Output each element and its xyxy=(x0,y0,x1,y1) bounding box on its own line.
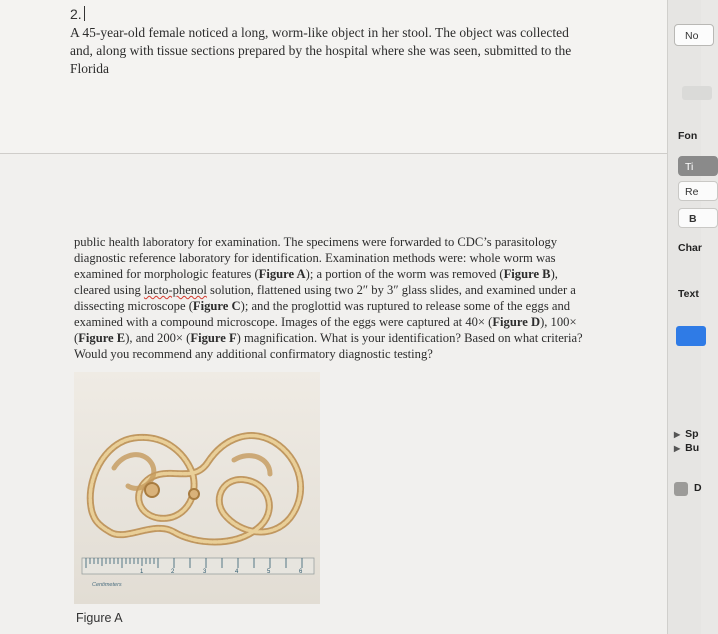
ruler-number: 6 xyxy=(299,569,303,575)
sidebar-tab[interactable]: No xyxy=(674,24,714,46)
question-number[interactable]: 2. xyxy=(70,6,85,22)
bullets-section[interactable]: ▶ Bu xyxy=(674,442,700,454)
figure-caption: Figure A xyxy=(76,611,123,625)
text-color-swatch[interactable] xyxy=(676,326,706,346)
figure-a-image xyxy=(74,372,320,604)
disclosure-triangle-icon: ▶ xyxy=(674,430,681,439)
text-cursor xyxy=(84,6,85,21)
question-intro[interactable]: A 45-year-old female noticed a long, worm-like object in her stool. The object was collected and, along with tissue sections prepared by the hospital where she was seen, submitted to the Florida xyxy=(70,25,572,76)
format-sidebar xyxy=(667,0,701,634)
font-weight-button[interactable]: Re xyxy=(678,181,718,201)
checkbox[interactable] xyxy=(674,482,688,496)
font-style-button[interactable]: Ti xyxy=(678,156,718,176)
figure-e-ref: Figure E xyxy=(78,331,126,345)
question-body[interactable]: public health laboratory for examination. The specimens were forwarded to CDC’s parasitology diagnostic reference laboratory for identification. Examination methods were: whole worm was examined for morphologic features (Figure A); a portion of the worm was removed (Figure B), cleared using lacto-phenol solution, flattened using two 2″ by 3″ glass slides, and examined under a dissecting microscope (Figure C); and the proglottid was ruptured to release some of the eggs and examined with a compound microscope. Images of the eggs were captured at 40× (Figure D), 100× (Figure E), and 200× (Figure F) magnification. What is your identification? Based on what criteria? Would you recommend any additional confirmatory diagnostic testing? xyxy=(74,235,583,361)
figure-a-ref: Figure A xyxy=(258,267,306,281)
page-divider xyxy=(0,153,667,154)
character-styles-label: Char xyxy=(678,242,702,254)
text-color-label: Text xyxy=(678,288,699,300)
ruler-number: 1 xyxy=(140,569,144,575)
misspelled-word: lacto-phenol xyxy=(143,283,207,297)
ruler-number: 2 xyxy=(171,569,175,575)
font-section-label: Fon xyxy=(678,130,698,142)
checkbox-label: D xyxy=(694,482,702,494)
ruler-label: Centimeters xyxy=(92,582,122,588)
figure-f-ref: Figure F xyxy=(190,331,237,345)
figure-d-ref: Figure D xyxy=(492,315,541,329)
ruler-number: 3 xyxy=(203,569,207,575)
spacing-section[interactable]: ▶ Sp xyxy=(674,428,699,440)
sidebar-control[interactable] xyxy=(682,86,712,100)
disclosure-triangle-icon: ▶ xyxy=(674,444,681,453)
ruler-number: 4 xyxy=(235,569,239,575)
ruler-number: 5 xyxy=(267,569,271,575)
bold-button[interactable]: B xyxy=(678,208,718,228)
figure-b-ref: Figure B xyxy=(503,267,551,281)
figure-c-ref: Figure C xyxy=(192,299,241,313)
worm-photo xyxy=(74,372,320,604)
